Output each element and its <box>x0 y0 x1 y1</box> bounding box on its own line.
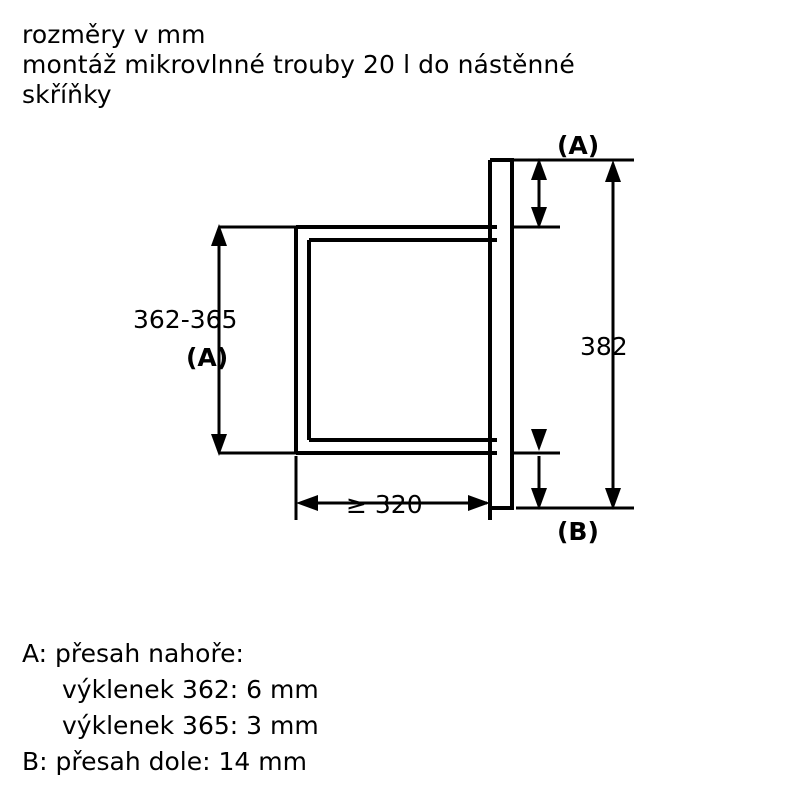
dimension-niche-height-value: 362-365 <box>133 305 238 334</box>
page-title <box>22 20 722 110</box>
dimension-top-overhang-label: (A) <box>557 131 600 160</box>
title-line-1: rozměry v mm <box>22 20 206 49</box>
legend-b-title: B: přesah dole: 14 mm <box>22 747 307 776</box>
appliance-body-outline <box>309 240 497 440</box>
niche-outline <box>296 227 497 453</box>
dimension-bottom-overhang-label: (B) <box>557 517 599 546</box>
legend-a-title: A: přesah nahoře: <box>22 639 244 668</box>
dimension-niche-height <box>219 227 300 453</box>
title-line-3: skříňky <box>22 80 112 109</box>
dimension-depth-value: ≥ 320 <box>346 490 423 519</box>
dimension-niche-height-ref: (A) <box>186 343 229 372</box>
title-line-2: montáž mikrovlnné trouby 20 l do nástěnné <box>22 50 575 79</box>
dimension-total-height-value: 382 <box>580 332 628 361</box>
installation-drawing <box>0 120 800 620</box>
front-panel-fill <box>490 160 512 508</box>
legend-a-item-1: výklenek 362: 6 mm <box>62 675 319 704</box>
legend-a-item-2: výklenek 365: 3 mm <box>62 711 319 740</box>
front-panel-outline <box>490 160 512 520</box>
legend <box>22 636 762 780</box>
